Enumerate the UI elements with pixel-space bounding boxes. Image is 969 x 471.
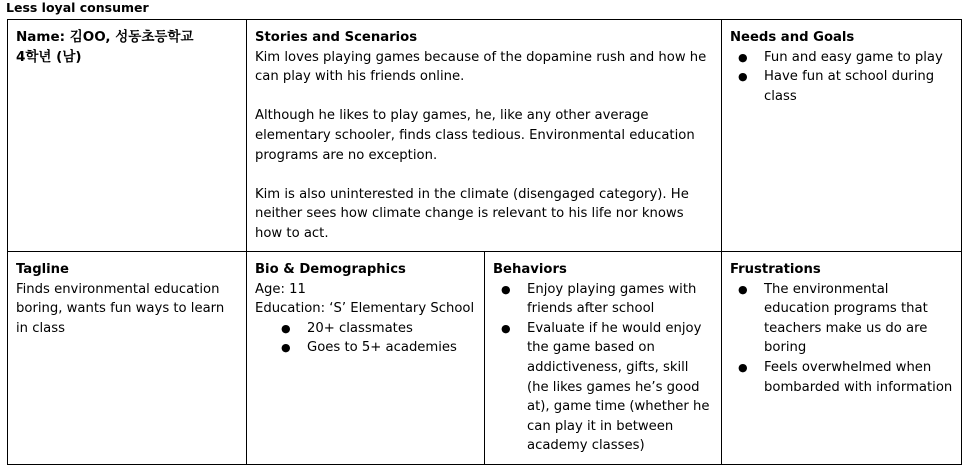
stories-cell [247, 20, 722, 252]
persona-row-top [8, 20, 962, 252]
persona-table [7, 19, 962, 465]
bio-education: Education: ‘S’ Elementary School [255, 301, 475, 317]
bullet-icon: ● [281, 321, 291, 335]
frustrations-list [730, 280, 953, 398]
stories-paragraph-3: Kim is also uninterested in the climate (disengaged category). He neither sees how climate change is relevant to his life nor knows how to act. [255, 186, 689, 241]
stories-title: Stories and Scenarios [255, 30, 418, 45]
behaviors-cell [485, 252, 722, 465]
behaviors-item: ● Evaluate if he would enjoy the game based on addictiveness, gifts, skill (he likes games he’s good at), game time (whether he can play it in between academy classes) [501, 320, 710, 454]
persona-name: Name: 김OO, 성동초등학교 [16, 29, 194, 45]
bullet-icon: ● [281, 341, 291, 355]
persona-row-bottom [8, 252, 962, 465]
behaviors-title: Behaviors [493, 262, 567, 277]
stories-paragraph-2: Although he likes to play games, he, like any other average elementary schooler, finds class tedious. Environmental education programs are no exception. [255, 108, 695, 163]
needs-cell [722, 20, 962, 252]
tagline-cell [8, 252, 247, 465]
name-cell [8, 20, 247, 252]
persona-grade: 4학년 (남) [16, 48, 82, 65]
needs-item: ● Fun and easy game to play [730, 48, 953, 68]
bullet-icon: ● [501, 321, 511, 335]
bio-list [255, 319, 476, 358]
bio-title: Bio & Demographics [255, 262, 406, 277]
frustrations-title: Frustrations [730, 262, 821, 277]
bullet-icon: ● [738, 282, 748, 296]
bullet-icon: ● [738, 360, 748, 374]
behaviors-list [493, 280, 713, 456]
page-heading: Less loyal consumer [6, 0, 149, 15]
bullet-icon: ● [738, 50, 748, 64]
tagline-title: Tagline [16, 262, 70, 277]
bullet-icon: ● [738, 70, 748, 84]
bio-cell [247, 252, 485, 465]
behaviors-item: ● Enjoy playing games with friends after school [501, 281, 697, 317]
needs-title: Needs and Goals [730, 30, 855, 45]
bullet-icon: ● [501, 282, 511, 296]
frustrations-cell [722, 252, 962, 465]
tagline-text: Finds environmental education boring, wants fun ways to learn in class [16, 281, 225, 336]
needs-list [730, 48, 953, 107]
stories-paragraph-1: Kim loves playing games because of the dopamine rush and how he can play with his friends online. [255, 49, 707, 85]
bio-item: ● Goes to 5+ academies [255, 338, 476, 358]
needs-item: ● Have fun at school during class [738, 69, 935, 104]
bio-age: Age: 11 [255, 281, 306, 297]
frustrations-item: ● The environmental education programs that teachers make us do are boring [738, 281, 928, 356]
bio-item: ● 20+ classmates [255, 319, 476, 339]
frustrations-item: ● Feels overwhelmed when bombarded with information [738, 359, 953, 395]
